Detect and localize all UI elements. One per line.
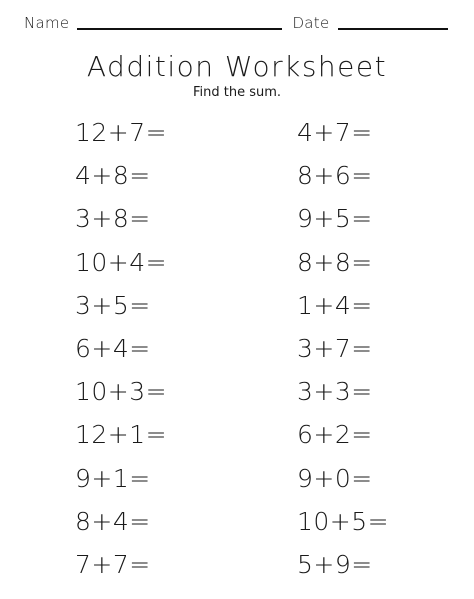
name-field[interactable]: [77, 14, 282, 30]
worksheet-title: Addition Worksheet: [86, 50, 388, 83]
problem-row: [0, 545, 474, 585]
problem-right: 3+7=: [297, 334, 373, 363]
problem-right: 6+2=: [297, 420, 373, 450]
problem-row: [0, 502, 474, 542]
problem-row: [0, 243, 474, 283]
problem-right: 8+6=: [297, 161, 373, 191]
problem-row: [0, 459, 474, 499]
problem-left: 10+4=: [75, 247, 168, 277]
problem-left: 10+3=: [75, 377, 168, 407]
worksheet-instructions: Find the sum.: [192, 85, 282, 100]
problem-right: 9+0=: [297, 463, 373, 493]
problem-left: 8+4=: [75, 506, 151, 536]
problem-right: 10+5=: [297, 506, 390, 536]
problem-row: [0, 286, 474, 326]
problem-left: 7+7=: [75, 550, 151, 579]
date-label: Date: [292, 14, 330, 32]
problem-left: 4+8=: [75, 161, 151, 191]
problem-grid: [0, 113, 474, 593]
student-info-header: [24, 10, 448, 32]
problem-row: [0, 415, 474, 455]
problem-left: 3+5=: [75, 290, 151, 320]
problem-left: 3+8=: [75, 204, 151, 234]
problem-left: 6+4=: [75, 334, 151, 363]
problem-left: 12+7=: [75, 118, 168, 147]
problem-right: 8+8=: [297, 247, 373, 277]
problem-right: 3+3=: [297, 377, 373, 407]
problem-row: [0, 372, 474, 412]
name-label: Name: [24, 14, 70, 32]
date-field[interactable]: [338, 14, 448, 30]
problem-row: [0, 199, 474, 239]
problem-row: [0, 156, 474, 196]
problem-left: 12+1=: [75, 420, 168, 450]
problem-left: 9+1=: [75, 463, 151, 493]
problem-right: 1+4=: [297, 290, 373, 320]
problem-right: 9+5=: [297, 204, 373, 234]
problem-row: [0, 329, 474, 369]
problem-right: 5+9=: [297, 550, 373, 579]
problem-row: [0, 113, 474, 153]
problem-right: 4+7=: [297, 118, 373, 147]
